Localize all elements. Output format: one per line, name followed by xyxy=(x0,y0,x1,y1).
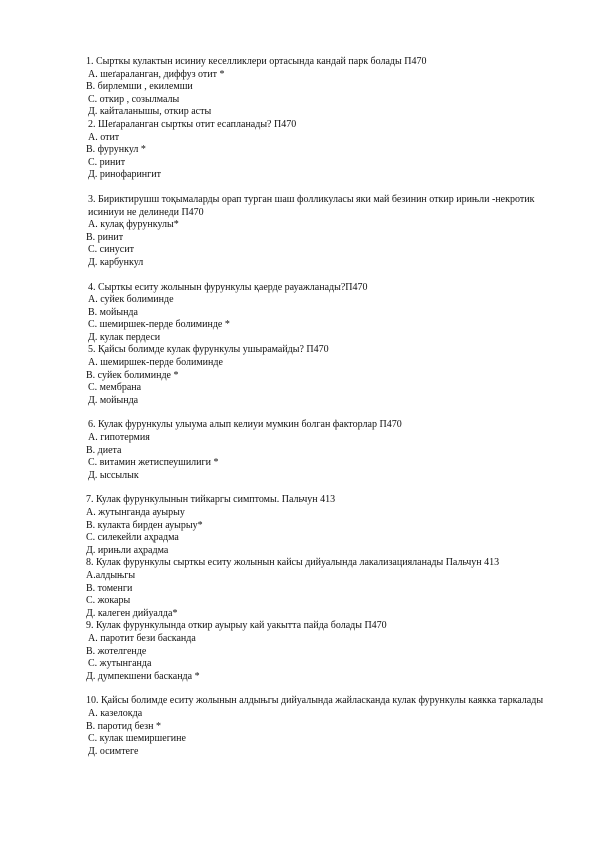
answer-option: В. мойында xyxy=(88,306,138,318)
answer-option: Д. мойында xyxy=(88,394,139,406)
answer-option: В. бирлемши , екилемши xyxy=(86,81,193,93)
answer-option: В. томенги xyxy=(86,582,133,594)
block-spacer xyxy=(86,482,556,494)
answer-option: Д. думпекшени басканда * xyxy=(86,670,200,682)
answer-option: А. паротит бези басканда xyxy=(88,632,196,644)
document-body xyxy=(86,56,556,758)
answer-option: А.алдыњгы xyxy=(86,569,136,581)
answer-option: С. откир , созылмалы xyxy=(88,93,180,105)
answer-option: В. диета xyxy=(86,444,122,456)
answer-option: В. ринит xyxy=(86,231,124,243)
answer-option: С. витамин жетиспеушилиги * xyxy=(88,457,219,469)
question-text: 9. Кулак фурункулында откир ауырыу кай уакытта пайда болады П470 xyxy=(86,620,387,632)
answer-option: С. шемиршек-перде болиминде * xyxy=(88,319,230,331)
answer-option: В. жотелгенде xyxy=(86,645,147,657)
answer-option: С. мембрана xyxy=(88,382,142,394)
block-spacer xyxy=(86,407,556,419)
question-text: 2. Шеґараланган сырткы отит есапланады? П470 xyxy=(88,118,297,130)
answer-option: А. кулақ фурункулы* xyxy=(88,219,179,231)
answer-option: А. шемиршек-перде болиминде xyxy=(88,357,223,369)
answer-option: Д. кайталанышы, откир асты xyxy=(88,106,212,118)
question-text: 6. Кулак фурункулы улыума алып келиуи мумкин болган факторлар П470 xyxy=(88,419,402,431)
answer-option: Д. осимтеге xyxy=(88,745,139,757)
question-block xyxy=(86,494,556,683)
block-spacer xyxy=(86,270,556,282)
answer-option: А. жутынганда ауырыу xyxy=(86,507,185,518)
question-block xyxy=(86,695,556,758)
answer-option: А. отит xyxy=(88,131,120,143)
answer-option: А. гипотермия xyxy=(88,432,150,444)
question-text: 4. Сырткы еситу жолынын фурункулы қаерде рауажланады?П470 xyxy=(88,281,368,293)
question-block xyxy=(86,419,556,482)
answer-option: Д. ыссылык xyxy=(88,469,139,481)
question-block xyxy=(86,56,556,182)
answer-option: С. жутынганда xyxy=(88,658,152,670)
question-text: 7. Кулак фурункулынын тийкаргы симптомы. Пальчун 413 xyxy=(86,494,336,506)
answer-option: Д. ирињли аҳрадма xyxy=(86,544,169,556)
answer-option: Д. кулак пердеси xyxy=(88,331,161,343)
answer-option: Д. ринофарингит xyxy=(88,169,161,181)
answer-option: С. силекейли аҳрадма xyxy=(86,532,179,544)
block-spacer xyxy=(86,182,556,194)
block-spacer xyxy=(86,683,556,695)
question-text: 10. Қайсы болимде еситу жолынын алдыњгы дийуалында жайласканда кулак фурункулы каякка таркалады xyxy=(86,695,544,707)
question-text: 5. Қайсы болимде кулак фурункулы ушырамайды? П470 xyxy=(88,344,329,356)
answer-option: С. кулак шемиршегине xyxy=(88,733,186,745)
question-text: 1. Сырткы кулактын исиниу кеселликлери ортасында кандай парк болады П470 xyxy=(86,56,427,67)
answer-option: А. шеґараланган, диффуз отит * xyxy=(88,68,225,80)
answer-option: Д. карбункул xyxy=(88,256,144,268)
answer-option: А. казелокда xyxy=(88,707,143,719)
answer-option: В. паротид безн * xyxy=(86,720,161,732)
answer-option: Д. калеген дийуалда* xyxy=(86,607,178,619)
answer-option: В. кулакта бирден ауырыу* xyxy=(86,519,203,531)
answer-option: С. ринит xyxy=(88,156,126,168)
answer-option: В. суйек болиминде * xyxy=(86,369,179,381)
answer-option: С. синусит xyxy=(88,244,134,256)
answer-option: С. жокары xyxy=(86,595,131,607)
question-block xyxy=(86,282,556,408)
question-block xyxy=(86,194,556,270)
answer-option: В. фурункул * xyxy=(86,144,146,156)
question-text: 8. Кулак фурункулы сырткы еситу жолынын кайсы дийуалында лакализацияланады Пальчун 413 xyxy=(86,557,500,569)
answer-option: А. суйек болиминде xyxy=(88,294,174,306)
question-text: 3. Бириктирушш тоқымаларды орап турган шаш фолликуласы яки май безинин откир ирињли -некротик исиниуи не делинеди П470 xyxy=(88,193,535,218)
